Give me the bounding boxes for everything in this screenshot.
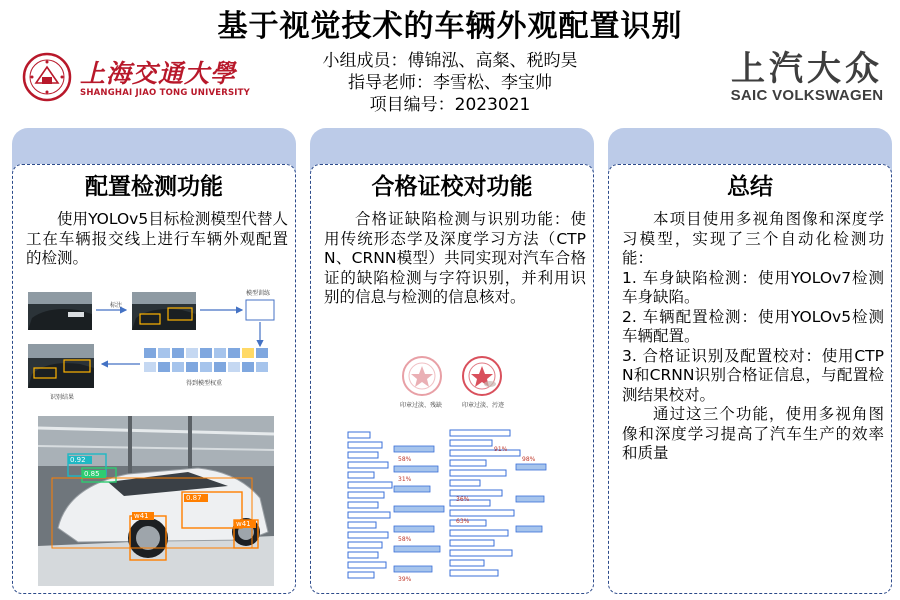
weights-step: 得到模型权重 — [186, 380, 223, 387]
summary-outro: 通过这三个功能，使用多视角图像和深度学习提高了汽车生产的效率和质量 — [622, 405, 884, 462]
car-photo-result — [28, 344, 94, 388]
result-step: 识别结果 — [50, 394, 75, 401]
panel-heading: 配置检测功能 — [85, 174, 223, 200]
train-step: 模型训练 — [246, 290, 271, 297]
svw-name-en: SAIC VOLKSWAGEN — [730, 87, 884, 104]
stamp-stained — [463, 357, 501, 395]
svw-name-cn: 上汽大众 — [731, 50, 883, 88]
panel-body-text: 使用YOLOv5目标检测模型代替人工在车辆报交线上进行车辆外观配置的检测。 — [26, 210, 288, 267]
ocr-score: 39% — [398, 576, 412, 583]
stamp-faded — [403, 357, 441, 395]
sjtu-logo — [22, 52, 251, 104]
detection-label: 0.92 — [70, 456, 86, 464]
ocr-result-figure — [346, 426, 558, 586]
sjtu-name-en: SHANGHAI JIAO TONG UNIVERSITY — [80, 88, 251, 98]
panel-certificate-check — [310, 128, 594, 594]
ocr-score: 58% — [398, 536, 412, 543]
stamp-caption: 印章过淡、残缺 — [400, 402, 443, 409]
panel-heading: 合格证校对功能 — [371, 174, 533, 200]
project-number: 项目编号：2023021 — [369, 95, 531, 115]
panel-config-detection — [12, 128, 296, 594]
team-members: 小组成员：傅锦泓、高粲、税昀昊 — [322, 51, 578, 71]
car-photo-raw — [28, 292, 92, 330]
training-pipeline-diagram — [28, 288, 278, 406]
poster-title: 基于视觉技术的车辆外观配置识别 — [217, 9, 683, 44]
summary-item: 2. 车辆配置检测：使用YOLOv5检测车辆配置。 — [622, 307, 884, 345]
advisors: 指导老师：李雪松、李宝帅 — [348, 73, 552, 93]
summary-item: 1. 车身缺陷检测：使用YOLOv7检测车身缺陷。 — [622, 268, 884, 306]
train-box — [246, 300, 274, 320]
summary-item: 3. 合格证识别及配置校对：使用CTPN和CRNN识别合格证信息，与配置检测结果校对。 — [622, 346, 884, 404]
ocr-score: 98% — [522, 456, 536, 463]
detection-label: w41 — [134, 512, 149, 520]
sjtu-seal-icon — [22, 52, 72, 102]
stamp-samples — [394, 354, 514, 412]
car-photo-labelled — [132, 292, 196, 330]
sjtu-name-cn: 上海交通大學 — [80, 59, 237, 88]
panel-body-text: 合格证缺陷检测与识别功能：使用传统形态学及深度学习方法（CTPN、CRNN模型）共同实现对汽车合格证的缺陷检测与字符识别，并利用识别的信息与检测的信息核对。 — [324, 210, 586, 306]
label-step: 标注 — [110, 302, 123, 309]
summary-intro: 本项目使用多视角图像和深度学习模型，实现了三个自动化检测功能： — [622, 210, 884, 267]
summary-text — [622, 210, 884, 464]
team-info — [250, 50, 650, 116]
svw-logo — [722, 50, 892, 106]
car-detection-photo — [38, 416, 274, 586]
model-weights-blocks — [144, 348, 268, 372]
stamp-caption: 印章过淡、污迹 — [462, 402, 505, 409]
ocr-score: 91% — [494, 446, 508, 453]
panel-heading: 总结 — [727, 174, 773, 200]
ocr-score: 63% — [456, 518, 470, 525]
ocr-score: 31% — [398, 476, 412, 483]
detection-label: 0.87 — [186, 494, 202, 502]
ocr-score: 36% — [456, 496, 470, 503]
detection-label: 0.85 — [84, 470, 100, 478]
ocr-score: 58% — [398, 456, 412, 463]
panel-summary — [608, 128, 892, 594]
detection-label: w41 — [236, 520, 251, 528]
